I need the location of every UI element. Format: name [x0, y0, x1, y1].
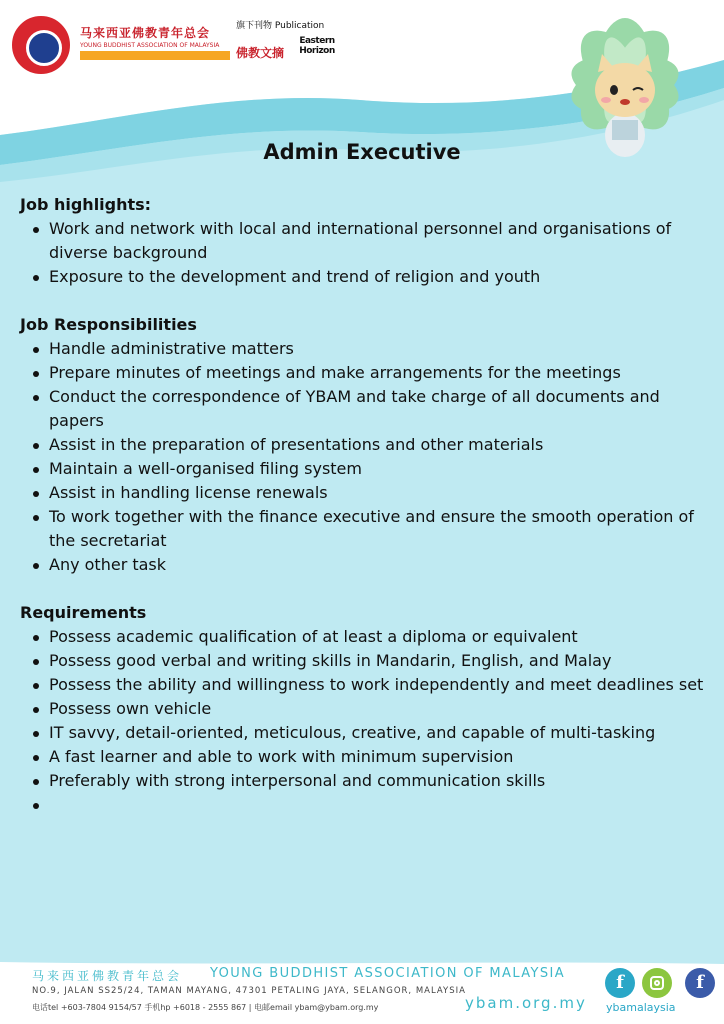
page-title: Admin Executive [263, 140, 461, 164]
publication-logo-dharma-digest: 佛教文摘 [236, 46, 285, 60]
facebook-icon[interactable]: f [605, 968, 635, 998]
bullet-list [20, 625, 716, 817]
instagram-icon[interactable] [642, 968, 672, 998]
bullet-list [20, 337, 716, 577]
section-heading: Requirements [20, 603, 147, 622]
list-item: Possess own vehicle [20, 697, 716, 721]
bullet-list [20, 217, 716, 289]
list-item [20, 793, 716, 817]
section-heading: Job highlights: [20, 195, 152, 214]
list-item: Exposure to the development and trend of religion and youth [20, 265, 716, 289]
section-requirements [20, 601, 716, 817]
list-item: A fast learner and able to work with minimum supervision [20, 745, 716, 769]
section-job-responsibilities [20, 313, 716, 577]
list-item: Prepare minutes of meetings and make arrangements for the meetings [20, 361, 716, 385]
list-item: Possess academic qualification of at least a diploma or equivalent [20, 625, 716, 649]
list-item: Possess the ability and willingness to work independently and meet deadlines set [20, 673, 716, 697]
logo-org-name-en: YOUNG BUDDHIST ASSOCIATION OF MALAYSIA [80, 42, 220, 49]
footer-contact: 电话tel +603-7804 9154/57 手机hp +6018 - 2555 867 | 电邮email ybam@ybam.org.my [32, 1003, 379, 1012]
publication-label: 旗下刊物 Publication [236, 21, 325, 31]
publication-logo-eastern-horizon: Eastern Horizon [299, 36, 335, 56]
footer-website-link[interactable]: ybam.org.my [465, 994, 587, 1012]
footer-address: NO.9, JALAN SS25/24, TAMAN MAYANG, 47301 PETALING JAYA, SELANGOR, MALAYSIA [32, 986, 466, 996]
job-description-content [20, 193, 716, 841]
footer-org-name-cn: 马来西亚佛教青年总会 [32, 969, 183, 983]
list-item: Conduct the correspondence of YBAM and take charge of all documents and papers [20, 385, 716, 433]
list-item: To work together with the finance executive and ensure the smooth operation of the secretariat [20, 505, 716, 553]
logo-tagline-bar [80, 51, 230, 60]
list-item: Possess good verbal and writing skills in Mandarin, English, and Malay [20, 649, 716, 673]
footer-org-name-en: YOUNG BUDDHIST ASSOCIATION OF MALAYSIA [210, 966, 566, 981]
list-item: IT savvy, detail-oriented, meticulous, creative, and capable of multi-tasking [20, 721, 716, 745]
list-item: Any other task [20, 553, 716, 577]
section-heading: Job Responsibilities [20, 315, 197, 334]
facebook-icon-secondary[interactable]: f [685, 968, 715, 998]
logo-org-name-cn: 马来西亚佛教青年总会 [80, 26, 211, 40]
list-item: Maintain a well-organised filing system [20, 457, 716, 481]
ybam-logo [10, 14, 225, 76]
list-item: Work and network with local and international personnel and organisations of diverse background [20, 217, 716, 265]
list-item: Assist in the preparation of presentations and other materials [20, 433, 716, 457]
ybam-seal-icon [10, 14, 72, 76]
section-job-highlights [20, 193, 716, 289]
list-item: Handle administrative matters [20, 337, 716, 361]
social-handle[interactable]: ybamalaysia [606, 1001, 676, 1014]
footer [0, 958, 724, 1024]
list-item: Assist in handling license renewals [20, 481, 716, 505]
list-item: Preferably with strong interpersonal and communication skills [20, 769, 716, 793]
